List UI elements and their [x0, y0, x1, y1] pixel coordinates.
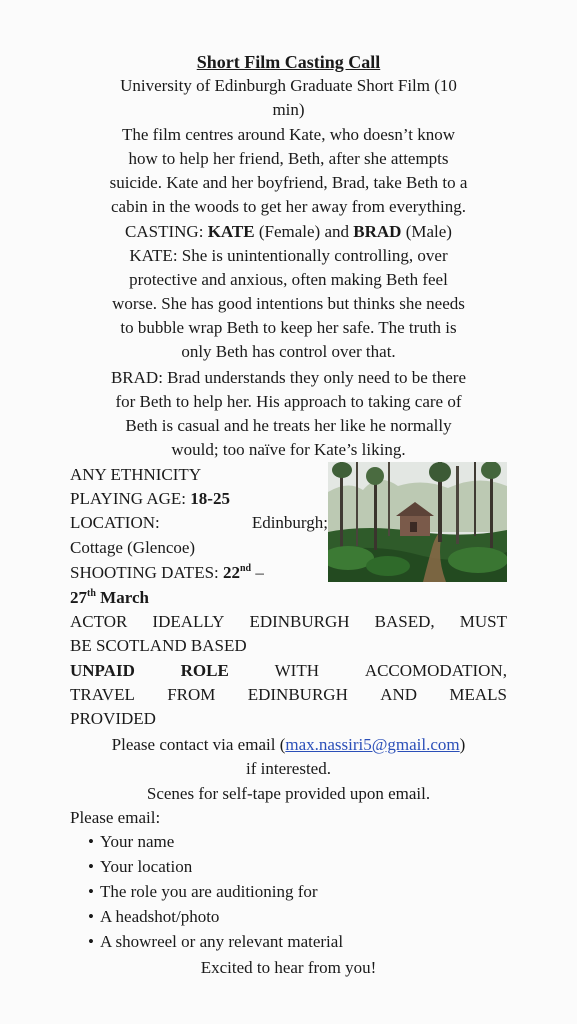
contact-prefix: Please contact via email (: [111, 735, 286, 754]
list-item: • Your name: [88, 830, 577, 854]
age-label: PLAYING AGE:: [70, 489, 191, 508]
brad-desc-line: would; too naïve for Kate’s liking.: [171, 440, 406, 459]
scenes-note: Scenes for self-tape provided upon email.: [146, 784, 431, 803]
ethnicity-line: ANY ETHNICITY: [70, 465, 202, 484]
subtitle-line-1: University of Edinburgh Graduate Short Film (10: [120, 76, 457, 95]
list-item: • A showreel or any relevant material: [88, 930, 577, 954]
age-line: [70, 487, 320, 511]
contact-line: [0, 733, 577, 757]
casting-brad-gender: (Male): [401, 222, 452, 241]
kate-desc-line: only Beth has control over that.: [181, 342, 396, 361]
dates-day-2-suffix: th: [87, 588, 96, 599]
kate-desc-line: worse. She has good intentions but thinks she needs: [112, 294, 465, 313]
actor-note-word: MUST: [459, 612, 507, 631]
email-list-heading: Please email:: [70, 808, 161, 827]
actor-note-word: EDINBURGH: [249, 612, 350, 631]
email-link[interactable]: max.nassiri5@gmail.com: [285, 735, 460, 754]
dates-day-1: 22: [223, 563, 240, 582]
brad-desc-line: for Beth to help her. His approach to taking care of: [115, 392, 462, 411]
casting-prefix: CASTING:: [125, 222, 208, 241]
unpaid-word: UNPAID: [70, 661, 135, 680]
location-value: Edinburgh;: [251, 513, 328, 532]
closing-line: Excited to hear from you!: [200, 958, 377, 977]
actor-note-word: BASED,: [374, 612, 435, 631]
page-title: Short Film Casting Call: [196, 52, 381, 72]
unpaid-line-word: AND: [380, 685, 418, 704]
synopsis-line: suicide. Kate and her boyfriend, Brad, take Beth to a: [109, 173, 468, 192]
unpaid-line-word: WITH: [274, 661, 320, 680]
actor-note-word: ACTOR: [70, 612, 128, 631]
dates-line: [70, 561, 328, 585]
casting-brad: BRAD: [353, 222, 402, 241]
brad-desc-line: Beth is casual and he treats her like he normally: [125, 416, 452, 435]
synopsis-line: cabin in the woods to get her away from everything.: [110, 197, 466, 216]
dates-line-2: [70, 586, 507, 610]
dates-day-1-suffix: nd: [240, 563, 252, 574]
unpaid-line-word: EDINBURGH: [247, 685, 348, 704]
list-item: • Your location: [88, 855, 577, 879]
contact-line-2: if interested.: [246, 759, 331, 778]
age-value: 18-25: [190, 489, 230, 508]
location-line: [70, 511, 328, 535]
synopsis-line: how to help her friend, Beth, after she attempts: [128, 149, 449, 168]
actor-note-word: IDEALLY: [152, 612, 225, 631]
unpaid-line-2: [70, 683, 507, 707]
location-label: LOCATION:: [70, 513, 160, 532]
unpaid-line-word: MEALS: [449, 685, 507, 704]
list-item: • A headshot/photo: [88, 905, 577, 929]
dates-day-2: 27: [70, 588, 87, 607]
contact-suffix: ): [459, 735, 466, 754]
unpaid-line-word: FROM: [167, 685, 216, 704]
subtitle-line-2: min): [272, 100, 305, 119]
location-line-2: Cottage (Glencoe): [70, 538, 196, 557]
casting-line: [0, 220, 577, 244]
actor-note-line: [70, 610, 507, 634]
casting-kate-gender: (Female) and: [254, 222, 354, 241]
unpaid-line-word: TRAVEL: [70, 685, 135, 704]
unpaid-line-word: ACCOMODATION,: [364, 661, 507, 680]
list-item: • The role you are auditioning for: [88, 880, 577, 904]
kate-desc-line: protective and anxious, often making Beth feel: [129, 270, 448, 289]
dates-month: March: [95, 588, 149, 607]
dates-label: SHOOTING DATES:: [70, 563, 223, 582]
actor-note-line-2: BE SCOTLAND BASED: [70, 636, 247, 655]
dates-dash: –: [251, 563, 264, 582]
unpaid-line-3: PROVIDED: [70, 709, 156, 728]
forest-cabin-photo: [328, 462, 507, 582]
casting-kate: KATE: [207, 222, 255, 241]
brad-desc-line: BRAD: Brad understands they only need to be there: [110, 368, 467, 387]
role-word: ROLE: [180, 661, 229, 680]
synopsis-line: The film centres around Kate, who doesn’t know: [122, 125, 455, 144]
kate-desc-line: KATE: She is unintentionally controlling, over: [129, 246, 448, 265]
forest-cabin-image: [328, 462, 507, 582]
kate-desc-line: to bubble wrap Beth to keep her safe. The truth is: [120, 318, 457, 337]
unpaid-line: [70, 659, 507, 683]
